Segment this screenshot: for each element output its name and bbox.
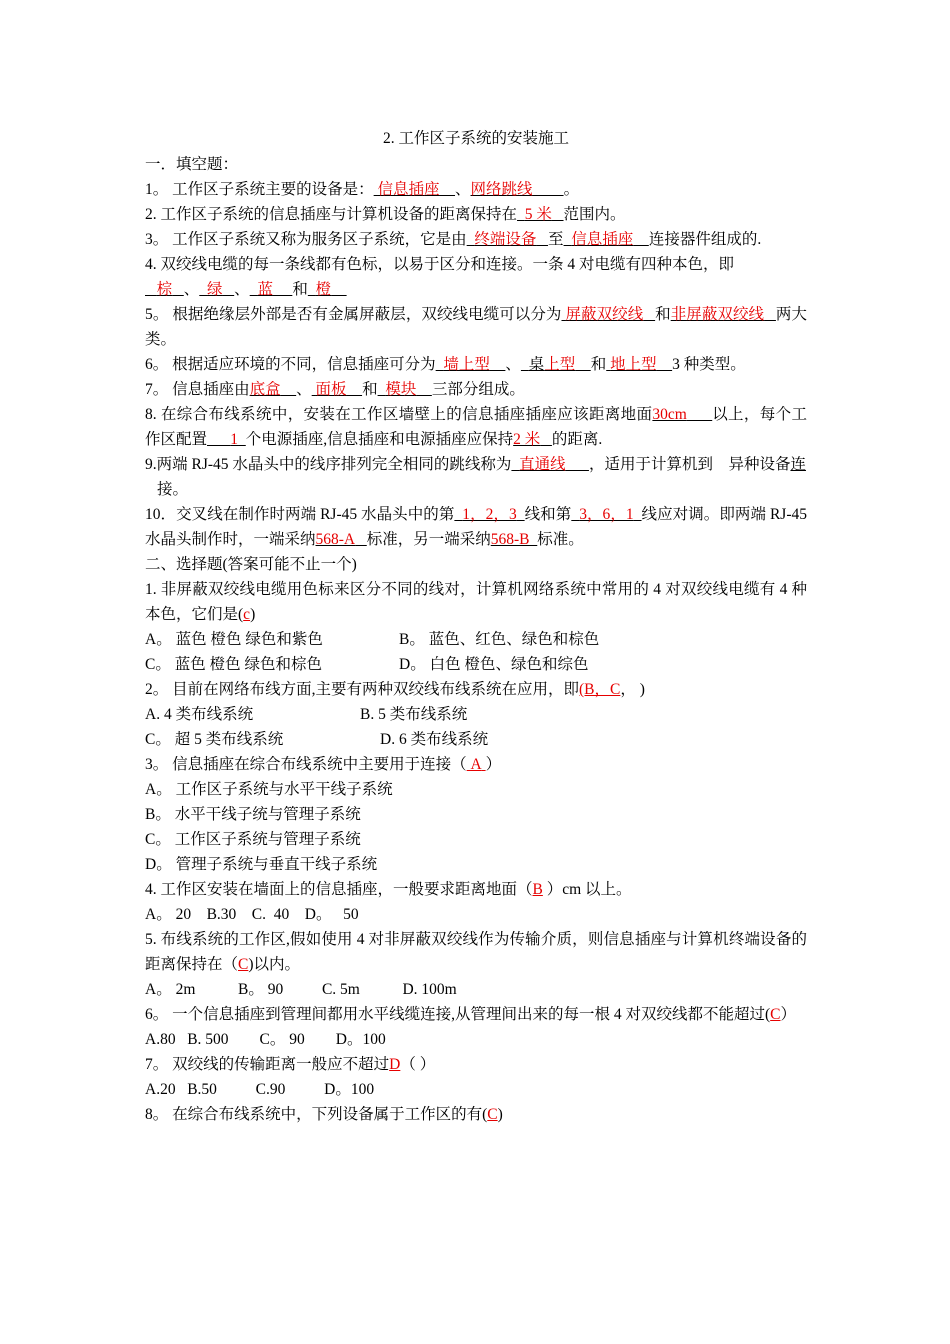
choice-question-3: 3。 信息插座在综合布线系统中主要用于连接（ A ） bbox=[145, 756, 502, 773]
choice-question-8: 8。 在综合布线系统中，下列设备属于工作区的有(C) bbox=[145, 1106, 503, 1123]
question-4: 4. 双绞线电缆的每一条线都有色标，以易于区分和连接。一条 4 对电缆有四种本色，即 棕 、 绿 、 蓝 和 橙 bbox=[145, 256, 735, 298]
section-choice-heading: 二、选择题(答案可能不止一个) bbox=[145, 556, 357, 573]
question-7: 7。 信息插座由底盒 、 面板 和 模块 三部分组成。 bbox=[145, 381, 525, 398]
document-body bbox=[145, 127, 807, 1127]
choice-question-2: 2。 目前在网络布线方面,主要有两种双绞线布线系统在应用，即(B，C， ) bbox=[145, 681, 645, 698]
question-6: 6。 根据适应环境的不同，信息插座可分为 墙上型 、 桌上型 和 地上型 3 种类型。 bbox=[145, 356, 746, 373]
question-8: 8. 在综合布线系统中，安装在工作区墙壁上的信息插座插座应该距离地面30cm 以上，每个工作区配置 1 个电源插座,信息插座和电源插座应保持2 米 的距离. bbox=[145, 406, 807, 448]
question-5: 5。 根据绝缘层外部是否有金属屏蔽层，双绞线电缆可以分为 屏蔽双绞线 和非屏蔽双绞线 两大类。 bbox=[145, 306, 807, 348]
page-title: 2. 工作区子系统的安装施工 bbox=[382, 130, 569, 147]
choice-6-options: A.80 B. 500 C。 90 D。100 bbox=[145, 1031, 386, 1048]
choice-4-options: A。 20 B.30 C. 40 D。 50 bbox=[145, 906, 359, 923]
question-10: 10．交叉线在制作时两端 RJ-45 水晶头中的第 1，2，3 线和第 3，6，1 线应对调。即两端 RJ-45 水晶头制作时，一端采纳568-A 标准，另一端采纳568-B 标准。 bbox=[145, 506, 807, 548]
section-fill-in-heading: 一．填空题： bbox=[145, 156, 239, 173]
choice-3-option-c: C。 工作区子系统与管理子系统 bbox=[145, 831, 361, 848]
choice-3-option-b: B。 水平干线子统与管理子系统 bbox=[145, 806, 361, 823]
choice-3-option-d: D。 管理子系统与垂直干线子系统 bbox=[145, 856, 378, 873]
choice-1-options-ab: A。 蓝色 橙色 绿色和紫色 B。 蓝色、红色、绿色和棕色 bbox=[145, 631, 600, 648]
question-9: 9.两端 RJ-45 水晶头中的线序排列完全相同的跳线称为 直通线 ，适用于计算机到 异种设备连 接。 bbox=[145, 456, 806, 498]
choice-question-6: 6。 一个信息插座到管理间都用水平线缆连接,从管理间出来的每一根 4 对双绞线都不能超过(C） bbox=[145, 1006, 797, 1023]
choice-7-options: A.20 B.50 C.90 D。100 bbox=[145, 1081, 375, 1098]
choice-2-options-cd: C。 超 5 类布线系统 D. 6 类布线系统 bbox=[145, 731, 489, 748]
question-2: 2. 工作区子系统的信息插座与计算机设备的距离保持在 5 米 范围内。 bbox=[145, 206, 626, 223]
choice-question-5: 5. 布线系统的工作区,假如使用 4 对非屏蔽双绞线作为传输介质，则信息插座与计算机终端设备的距离保持在（C)以内。 bbox=[145, 931, 807, 973]
question-1: 1。 工作区子系统主要的设备是： 信息插座 、网络跳线 。 bbox=[145, 181, 580, 198]
choice-question-7: 7。 双绞线的传输距离一般应不超过D（ ） bbox=[145, 1056, 436, 1073]
choice-1-options-cd: C。 蓝色 橙色 绿色和棕色 D。 白色 橙色、绿色和综色 bbox=[145, 656, 589, 673]
question-3: 3。 工作区子系统又称为服务区子系统，它是由 终端设备 至 信息插座 连接器件组成的. bbox=[145, 231, 762, 248]
choice-3-option-a: A。 工作区子系统与水平干线子系统 bbox=[145, 781, 393, 798]
choice-question-4: 4. 工作区安装在墙面上的信息插座，一般要求距离地面（B ）cm 以上。 bbox=[145, 881, 632, 898]
choice-5-options: A。 2m B。 90 C. 5m D. 100m bbox=[145, 981, 457, 998]
choice-2-options-ab: A. 4 类布线系统 B. 5 类布线系统 bbox=[145, 706, 468, 723]
choice-question-1: 1. 非屏蔽双绞线电缆用色标来区分不同的线对，计算机网络系统中常用的 4 对双绞线电缆有 4 种本色，它们是(c) bbox=[145, 581, 807, 623]
